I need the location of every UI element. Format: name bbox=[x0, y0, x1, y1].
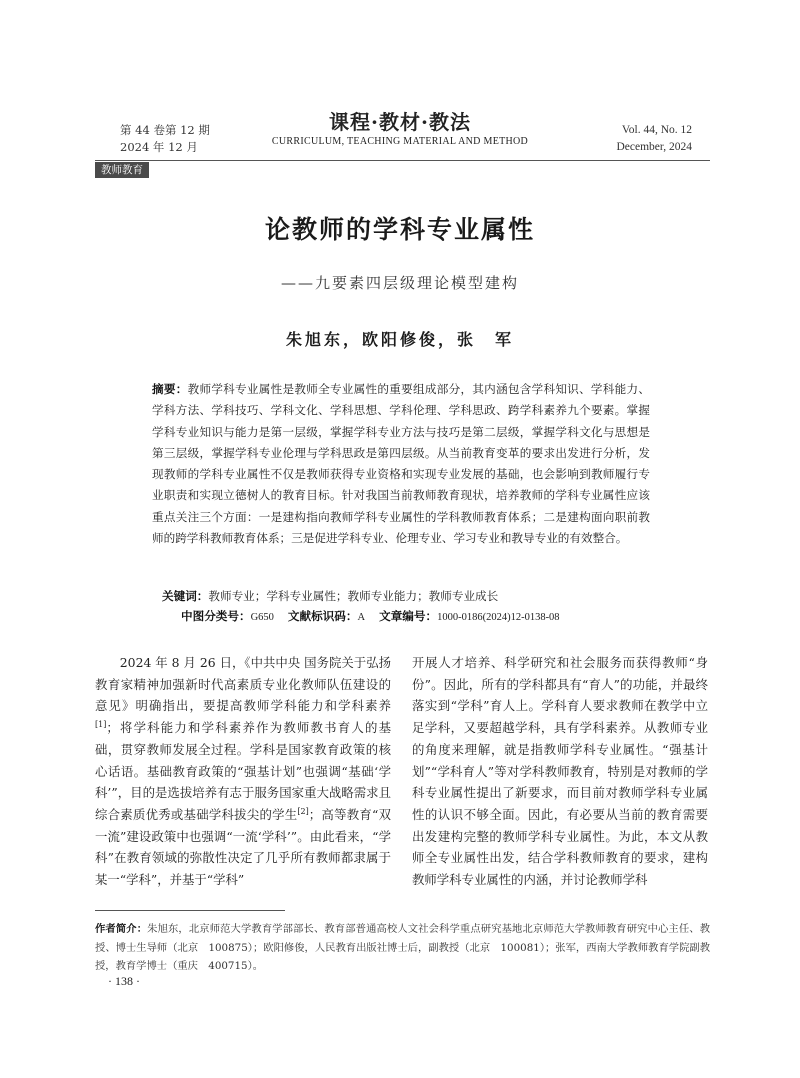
keywords-text: 教师专业；学科专业属性；教师专业能力；教师专业成长 bbox=[208, 589, 499, 603]
abstract-text: 教师学科专业属性是教师全专业属性的重要组成部分，其内涵包含学科知识、学科能力、学科方法、学科技巧、学科文化、学科思想、学科伦理、学科思政、跨学科素养九个要素。掌握学科专业知识与能力是第一层级，掌握学科专业方法与技巧是第二层级，掌握学科文化与思想是第三层级，掌握学科专业伦理与学科思政是第四层级。从当前教育变革的要求出发进行分析，发现教师的学科专业属性不仅是教师获得专业资格和实现专业发展的基础，也会影响到教师履行专业职责和实现立德树人的教育目标。针对我国当前教师教育现状，培养教师的学科专业属性应该重点关注三个方面：一是建构指向教师学科专业属性的学科教师教育体系；二是建构面向职前教师的跨学科教师教育体系；三是促进学科专业、伦理专业、学习专业和教导专业的有效整合。 bbox=[152, 382, 650, 546]
body-column-left bbox=[95, 652, 391, 891]
body-paragraph bbox=[95, 652, 391, 891]
header-rule bbox=[95, 160, 710, 161]
date-en: December, 2024 bbox=[616, 141, 692, 153]
keywords-label: 关键词： bbox=[162, 589, 209, 603]
footnote-rule bbox=[95, 910, 285, 911]
page-number: · 138 · bbox=[108, 974, 140, 988]
clc-value: G650 bbox=[250, 612, 274, 623]
journal-name-en: CURRICULUM, TEACHING MATERIAL AND METHOD bbox=[271, 136, 529, 147]
article-subtitle: ——九要素四层级理论模型建构 bbox=[280, 274, 519, 292]
footnote-text: 朱旭东，北京师范大学教育学部部长、教育部普通高校人文社会科学重点研究基地北京师范大学教师教育研究中心主任、教授、博士生导师（北京 100875）；欧阳修俊，人民教育出版社博士后，副教授（北京 100081）；张军，西南大学教师教育学院副教授，教育学博士（重庆 400715）。 bbox=[95, 923, 711, 973]
author-footnote bbox=[95, 920, 710, 976]
body-text-a: 2024 年 8 月 26 日，《中共中央 国务院关于弘扬教育家精神加强新时代高素质专业化教师队伍建设的意见》明确指出，要提高教师学科能力和学科素养 bbox=[95, 655, 391, 714]
doc-code-label: 文献标识码： bbox=[287, 609, 358, 623]
issue-info-en bbox=[600, 122, 692, 156]
keywords bbox=[162, 586, 650, 606]
body-text-c: ；高等教育“双一流”建设政策中也强调“一流‘学科’”。由此看来，“学科”在教育领域的弥散性决定了几乎所有教师都隶属于某一“学科”，并基于“学科” bbox=[95, 806, 392, 888]
reference-1[interactable]: [1] bbox=[95, 719, 107, 729]
article-authors: 朱旭东，欧阳修俊，张 军 bbox=[285, 330, 514, 349]
article-number-label: 文章编号： bbox=[379, 609, 438, 623]
article-title: 论教师的学科专业属性 bbox=[264, 215, 535, 244]
classification-info bbox=[181, 606, 651, 628]
volume-en: Vol. 44, No. 12 bbox=[621, 124, 692, 136]
footnote-label: 作者简介： bbox=[95, 923, 148, 935]
reference-2[interactable]: [2] bbox=[297, 806, 309, 816]
clc-label: 中图分类号： bbox=[181, 609, 251, 623]
issue-info-cn bbox=[120, 122, 220, 156]
body-column-right bbox=[412, 652, 708, 891]
doc-code-value: A bbox=[357, 612, 366, 623]
journal-name-cn: 课程·教材·教法 bbox=[329, 110, 471, 134]
volume-cn: 第 44 卷第 12 期 bbox=[120, 123, 210, 137]
body-paragraph-continued: 开展人才培养、科学研究和社会服务而获得教师“身份”。因此，所有的学科都具有“育人”的功能，并最终落实到“学科”育人上。学科育人要求教师在教学中立足学科，又要超越学科，具有学科素养。从教师专业的角度来理解，就是指教师学科专业属性。“强基计划”“学科育人”等对学科教师教育，特别是对教师的学科专业属性提出了新要求，而目前对教师学科专业属性的认识不够全面。因此，有必要从当前的教育需要出发建构完整的教师学科专业属性。为此，本文从教师全专业属性出发，结合学科教师教育的要求，建构教师学科专业属性的内涵，并讨论教师学科 bbox=[412, 655, 708, 888]
body-text-b: ；将学科能力和学科素养作为教师教书育人的基础，贯穿教师发展全过程。学科是国家教育政策的核心话语。基础教育政策的“强基计划”也强调“基础‘学科’”，目的是选拔培养有志于服务国家重大战略需求且综合素质优秀或基础学科拔尖的学生 bbox=[95, 720, 391, 822]
journal-masthead bbox=[250, 110, 550, 147]
abstract bbox=[152, 379, 650, 549]
article-number-value: 1000-0186(2024)12-0138-08 bbox=[437, 612, 560, 623]
abstract-label: 摘要： bbox=[152, 382, 188, 396]
date-cn: 2024 年 12 月 bbox=[120, 140, 198, 154]
section-tag: 教师教育 bbox=[95, 162, 149, 178]
